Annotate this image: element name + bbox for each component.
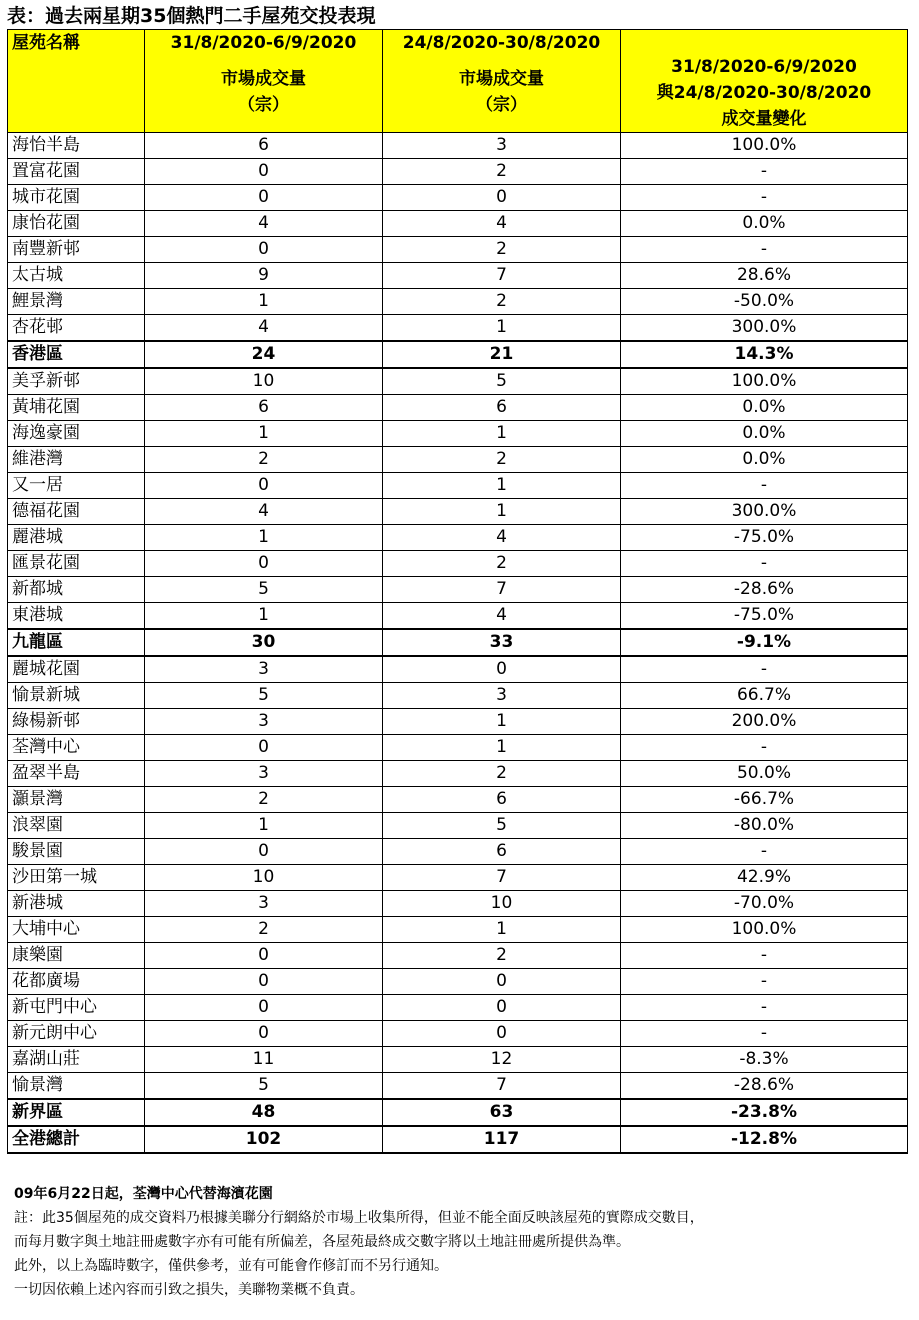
notes-section — [14, 1182, 909, 1302]
table-row — [8, 159, 908, 185]
estate-name-cell: 城市花園 — [8, 185, 145, 211]
header-estate-name: 屋苑名稱 — [8, 30, 145, 133]
volume-change-cell: -28.6% — [621, 577, 908, 603]
period2-volume-cell: 3 — [383, 683, 621, 709]
table-row — [8, 447, 908, 473]
period2-volume-cell: 4 — [383, 211, 621, 237]
disclaimer-line: 此外，以上為臨時數字，僅供參考，並有可能會作修訂而不另行通知。 — [14, 1258, 448, 1274]
period2-volume-cell: 6 — [383, 787, 621, 813]
header-change-line1: 31/8/2020-6/9/2020 — [671, 57, 857, 77]
period1-volume-cell: 24 — [145, 341, 383, 368]
table-row — [8, 421, 908, 447]
table-header-row — [8, 30, 908, 133]
period1-volume-cell: 11 — [145, 1047, 383, 1073]
period1-volume-cell: 0 — [145, 735, 383, 761]
period1-volume-cell: 0 — [145, 839, 383, 865]
estate-name-cell: 黃埔花園 — [8, 395, 145, 421]
estate-name-cell: 九龍區 — [8, 629, 145, 656]
header-change — [621, 30, 908, 133]
volume-change-cell: - — [621, 551, 908, 577]
table-row — [8, 211, 908, 237]
volume-change-cell: -28.6% — [621, 1073, 908, 1100]
period1-volume-cell: 0 — [145, 995, 383, 1021]
period2-volume-cell: 117 — [383, 1126, 621, 1153]
table-row — [8, 839, 908, 865]
volume-change-cell: -66.7% — [621, 787, 908, 813]
period1-volume-cell: 48 — [145, 1099, 383, 1126]
volume-change-cell: 200.0% — [621, 709, 908, 735]
volume-change-cell: -80.0% — [621, 813, 908, 839]
period1-volume-cell: 0 — [145, 159, 383, 185]
period1-volume-cell: 1 — [145, 603, 383, 630]
period1-volume-cell: 1 — [145, 289, 383, 315]
volume-change-cell: - — [621, 237, 908, 263]
estate-name-cell: 嘉湖山莊 — [8, 1047, 145, 1073]
estate-name-cell: 新港城 — [8, 891, 145, 917]
estate-name-cell: 杏花邨 — [8, 315, 145, 342]
estate-name-cell: 花都廣場 — [8, 969, 145, 995]
table-body — [8, 133, 908, 1154]
period2-volume-cell: 6 — [383, 839, 621, 865]
volume-change-cell: 0.0% — [621, 211, 908, 237]
table-row — [8, 603, 908, 630]
header-change-line2: 與24/8/2020-30/8/2020 — [656, 83, 872, 103]
estate-name-cell: 麗城花園 — [8, 656, 145, 683]
estate-name-cell: 新都城 — [8, 577, 145, 603]
volume-change-cell: - — [621, 969, 908, 995]
estate-name-cell: 綠楊新邨 — [8, 709, 145, 735]
period1-volume-cell: 3 — [145, 656, 383, 683]
estate-name-cell: 鯉景灣 — [8, 289, 145, 315]
period1-volume-cell: 3 — [145, 761, 383, 787]
estate-name-cell: 維港灣 — [8, 447, 145, 473]
estate-name-cell: 又一居 — [8, 473, 145, 499]
header-change-line3: 成交量變化 — [721, 109, 807, 129]
header-period2 — [383, 30, 621, 133]
volume-change-cell: -75.0% — [621, 525, 908, 551]
period1-volume-cell: 3 — [145, 891, 383, 917]
period1-volume-cell: 4 — [145, 211, 383, 237]
estate-name-cell: 全港總計 — [8, 1126, 145, 1153]
period2-volume-cell: 1 — [383, 421, 621, 447]
estate-name-cell: 德福花園 — [8, 499, 145, 525]
period1-volume-cell: 10 — [145, 865, 383, 891]
period2-volume-cell: 0 — [383, 656, 621, 683]
volume-change-cell: 300.0% — [621, 499, 908, 525]
volume-change-cell: 300.0% — [621, 315, 908, 342]
table-row — [8, 185, 908, 211]
volume-change-cell: -23.8% — [621, 1099, 908, 1126]
period2-volume-cell: 2 — [383, 551, 621, 577]
period2-volume-cell: 7 — [383, 577, 621, 603]
volume-change-cell: -70.0% — [621, 891, 908, 917]
period1-volume-cell: 0 — [145, 237, 383, 263]
estate-name-cell: 東港城 — [8, 603, 145, 630]
volume-change-cell: - — [621, 656, 908, 683]
header-period1-label: 市場成交量 — [221, 69, 306, 89]
volume-change-cell: 100.0% — [621, 368, 908, 395]
estate-name-cell: 愉景新城 — [8, 683, 145, 709]
period2-volume-cell: 7 — [383, 263, 621, 289]
estate-name-cell: 大埔中心 — [8, 917, 145, 943]
volume-change-cell: 66.7% — [621, 683, 908, 709]
period2-volume-cell: 1 — [383, 917, 621, 943]
period2-volume-cell: 0 — [383, 185, 621, 211]
volume-change-cell: - — [621, 185, 908, 211]
table-row — [8, 499, 908, 525]
period2-volume-cell: 33 — [383, 629, 621, 656]
period1-volume-cell: 5 — [145, 683, 383, 709]
period1-volume-cell: 0 — [145, 969, 383, 995]
period2-volume-cell: 2 — [383, 237, 621, 263]
estate-name-cell: 荃灣中心 — [8, 735, 145, 761]
estate-name-cell: 新元朗中心 — [8, 1021, 145, 1047]
estate-name-cell: 浪翠園 — [8, 813, 145, 839]
estate-name-cell: 盈翠半島 — [8, 761, 145, 787]
header-period1 — [145, 30, 383, 133]
period2-volume-cell: 1 — [383, 709, 621, 735]
header-period2-dates: 24/8/2020-30/8/2020 — [402, 33, 601, 53]
period2-volume-cell: 0 — [383, 995, 621, 1021]
period1-volume-cell: 3 — [145, 709, 383, 735]
period1-volume-cell: 9 — [145, 263, 383, 289]
period1-volume-cell: 5 — [145, 577, 383, 603]
estate-name-cell: 沙田第一城 — [8, 865, 145, 891]
period2-volume-cell: 10 — [383, 891, 621, 917]
period1-volume-cell: 0 — [145, 551, 383, 577]
period2-volume-cell: 2 — [383, 943, 621, 969]
period2-volume-cell: 4 — [383, 525, 621, 551]
estate-name-cell: 香港區 — [8, 341, 145, 368]
period2-volume-cell: 1 — [383, 473, 621, 499]
period1-volume-cell: 0 — [145, 473, 383, 499]
period2-volume-cell: 1 — [383, 499, 621, 525]
volume-change-cell: - — [621, 735, 908, 761]
period1-volume-cell: 6 — [145, 395, 383, 421]
estate-name-cell: 太古城 — [8, 263, 145, 289]
period2-volume-cell: 5 — [383, 813, 621, 839]
period1-volume-cell: 1 — [145, 421, 383, 447]
table-row — [8, 683, 908, 709]
table-row — [8, 577, 908, 603]
period2-volume-cell: 2 — [383, 761, 621, 787]
volume-change-cell: 0.0% — [621, 447, 908, 473]
period1-volume-cell: 0 — [145, 1021, 383, 1047]
estate-name-cell: 康樂園 — [8, 943, 145, 969]
table-row — [8, 943, 908, 969]
volume-change-cell: 100.0% — [621, 917, 908, 943]
volume-change-cell: 100.0% — [621, 133, 908, 159]
table-row — [8, 1021, 908, 1047]
period2-volume-cell: 0 — [383, 1021, 621, 1047]
volume-change-cell: 0.0% — [621, 395, 908, 421]
table-row — [8, 917, 908, 943]
period1-volume-cell: 5 — [145, 1073, 383, 1100]
table-row — [8, 525, 908, 551]
table-row — [8, 315, 908, 342]
period1-volume-cell: 2 — [145, 787, 383, 813]
volume-change-cell: 14.3% — [621, 341, 908, 368]
period2-volume-cell: 1 — [383, 735, 621, 761]
table-row — [8, 761, 908, 787]
header-period1-unit: （宗） — [238, 95, 289, 115]
estate-name-cell: 海怡半島 — [8, 133, 145, 159]
subtotal-row — [8, 341, 908, 368]
estate-name-cell: 海逸豪園 — [8, 421, 145, 447]
volume-change-cell: - — [621, 943, 908, 969]
volume-change-cell: 28.6% — [621, 263, 908, 289]
table-row — [8, 995, 908, 1021]
page-title: 表：過去兩星期35個熱門二手屋苑交投表現 — [7, 5, 376, 27]
estate-name-cell: 麗港城 — [8, 525, 145, 551]
period2-volume-cell: 6 — [383, 395, 621, 421]
volume-change-cell: -8.3% — [621, 1047, 908, 1073]
period2-volume-cell: 7 — [383, 1073, 621, 1100]
period2-volume-cell: 2 — [383, 447, 621, 473]
table-row — [8, 1047, 908, 1073]
table-row — [8, 865, 908, 891]
table-row — [8, 891, 908, 917]
header-period2-unit: （宗） — [476, 95, 527, 115]
period1-volume-cell: 1 — [145, 525, 383, 551]
period2-volume-cell: 12 — [383, 1047, 621, 1073]
period2-volume-cell: 2 — [383, 289, 621, 315]
period1-volume-cell: 0 — [145, 185, 383, 211]
volume-change-cell: - — [621, 159, 908, 185]
subtotal-row — [8, 1126, 908, 1153]
table-row — [8, 237, 908, 263]
volume-change-cell: -9.1% — [621, 629, 908, 656]
effective-note: 09年6月22日起，荃灣中心代替海濱花園 — [14, 1186, 273, 1202]
period1-volume-cell: 30 — [145, 629, 383, 656]
period1-volume-cell: 0 — [145, 943, 383, 969]
estate-name-cell: 置富花園 — [8, 159, 145, 185]
table-row — [8, 551, 908, 577]
period1-volume-cell: 4 — [145, 499, 383, 525]
estate-name-cell: 新屯門中心 — [8, 995, 145, 1021]
volume-change-cell: 50.0% — [621, 761, 908, 787]
volume-change-cell: 0.0% — [621, 421, 908, 447]
period2-volume-cell: 63 — [383, 1099, 621, 1126]
period2-volume-cell: 3 — [383, 133, 621, 159]
volume-change-cell: -12.8% — [621, 1126, 908, 1153]
volume-change-cell: - — [621, 473, 908, 499]
volume-change-cell: - — [621, 839, 908, 865]
estate-name-cell: 美孚新邨 — [8, 368, 145, 395]
subtotal-row — [8, 1099, 908, 1126]
period1-volume-cell: 102 — [145, 1126, 383, 1153]
table-row — [8, 969, 908, 995]
table-row — [8, 133, 908, 159]
period2-volume-cell: 4 — [383, 603, 621, 630]
estate-name-cell: 駿景園 — [8, 839, 145, 865]
period2-volume-cell: 5 — [383, 368, 621, 395]
estate-name-cell: 新界區 — [8, 1099, 145, 1126]
estate-name-cell: 康怡花園 — [8, 211, 145, 237]
period1-volume-cell: 4 — [145, 315, 383, 342]
estate-name-cell: 南豐新邨 — [8, 237, 145, 263]
table-row — [8, 735, 908, 761]
period1-volume-cell: 2 — [145, 917, 383, 943]
estate-name-cell: 愉景灣 — [8, 1073, 145, 1100]
disclaimer-line: 一切因依賴上述內容而引致之損失，美聯物業概不負責。 — [14, 1282, 364, 1298]
period1-volume-cell: 2 — [145, 447, 383, 473]
period2-volume-cell: 7 — [383, 865, 621, 891]
estate-name-cell: 灝景灣 — [8, 787, 145, 813]
volume-change-cell: -50.0% — [621, 289, 908, 315]
period1-volume-cell: 10 — [145, 368, 383, 395]
volume-change-cell: 42.9% — [621, 865, 908, 891]
table-row — [8, 656, 908, 683]
table-row — [8, 395, 908, 421]
table-row — [8, 1073, 908, 1100]
period1-volume-cell: 6 — [145, 133, 383, 159]
table-row — [8, 709, 908, 735]
disclaimer-line: 而每月數字與土地註冊處數字亦有可能有所偏差，各屋苑最終成交數字將以土地註冊處所提供為準。 — [14, 1234, 630, 1250]
period2-volume-cell: 2 — [383, 159, 621, 185]
table-row — [8, 787, 908, 813]
header-period1-dates: 31/8/2020-6/9/2020 — [170, 33, 357, 53]
disclaimer-line: 註：此35個屋苑的成交資料乃根據美聯分行網絡於市場上收集所得，但並不能全面反映該屋苑的實際成交數目， — [14, 1210, 704, 1226]
table-row — [8, 473, 908, 499]
table-row — [8, 289, 908, 315]
volume-change-cell: - — [621, 995, 908, 1021]
table-row — [8, 813, 908, 839]
table-row — [8, 368, 908, 395]
subtotal-row — [8, 629, 908, 656]
period2-volume-cell: 0 — [383, 969, 621, 995]
table-row — [8, 263, 908, 289]
estate-name-cell: 匯景花園 — [8, 551, 145, 577]
period2-volume-cell: 1 — [383, 315, 621, 342]
volume-change-cell: - — [621, 1021, 908, 1047]
period2-volume-cell: 21 — [383, 341, 621, 368]
transactions-table — [7, 29, 908, 1154]
volume-change-cell: -75.0% — [621, 603, 908, 630]
period1-volume-cell: 1 — [145, 813, 383, 839]
header-period2-label: 市場成交量 — [459, 69, 544, 89]
